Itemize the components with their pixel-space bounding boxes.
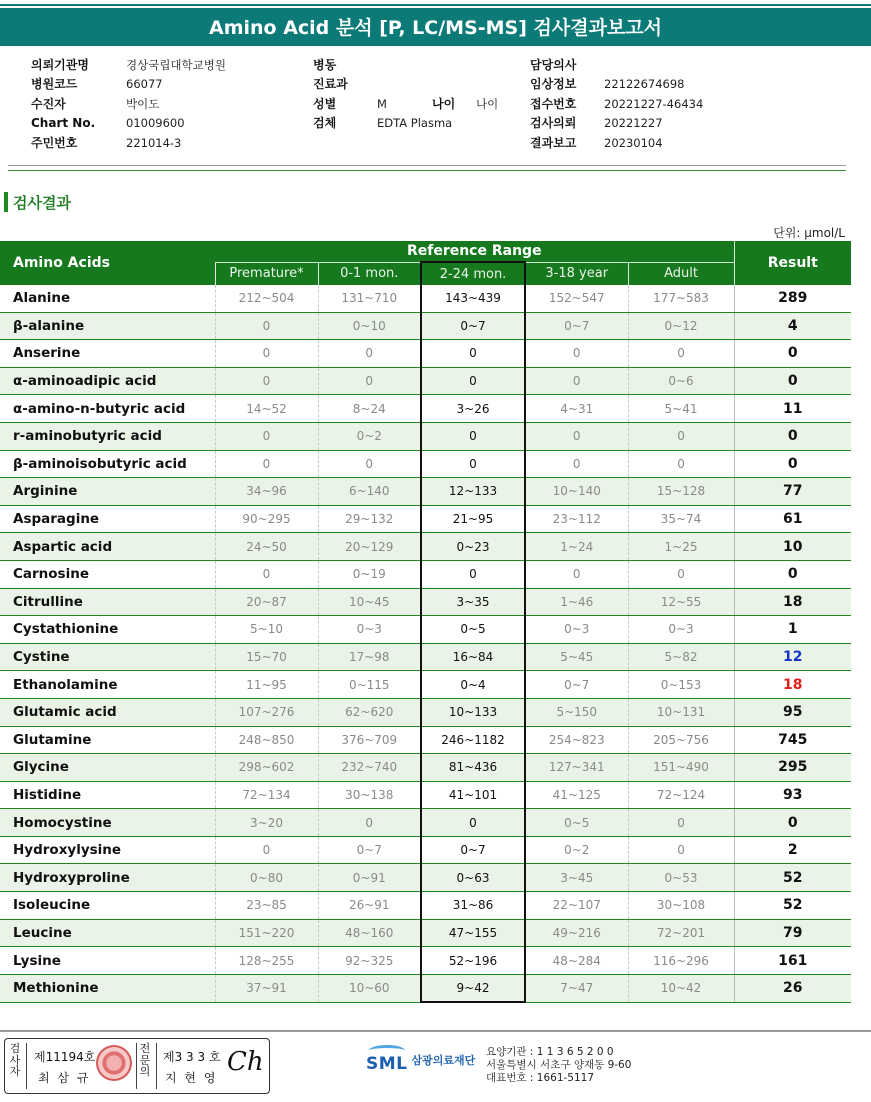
table-row <box>0 974 851 1002</box>
result-value: 2 <box>734 836 851 864</box>
reference-range-cell: 0 <box>318 450 421 478</box>
reference-range-cell: 0 <box>215 367 318 395</box>
reference-range-cell: 8~24 <box>318 395 421 423</box>
table-row <box>0 726 851 754</box>
reference-range-cell: 212~504 <box>215 285 318 312</box>
divider <box>8 165 846 166</box>
reference-range-cell: 0 <box>318 809 421 837</box>
amino-acid-name: r-aminobutyric acid <box>0 422 215 450</box>
info-value: 경상국립대학교병원 <box>126 58 226 72</box>
reference-range-cell: 30~138 <box>318 781 421 809</box>
reference-range-cell: 143~439 <box>421 285 525 312</box>
reference-range-cell: 0 <box>215 836 318 864</box>
reference-range-cell: 49~216 <box>525 919 628 947</box>
reference-range-cell: 0 <box>421 560 525 588</box>
amino-acid-name: Aspartic acid <box>0 533 215 561</box>
reference-range-cell: 0 <box>215 422 318 450</box>
reference-range-cell: 127~341 <box>525 754 628 782</box>
info-value: 20221227-46434 <box>604 96 704 111</box>
reference-range-cell: 0~3 <box>628 616 734 644</box>
reference-range-cell: 3~20 <box>215 809 318 837</box>
table-row <box>0 836 851 864</box>
table-row <box>0 312 851 340</box>
subheader-age-group: Premature* <box>215 262 318 285</box>
reference-range-cell: 10~133 <box>421 698 525 726</box>
reference-range-cell: 3~45 <box>525 864 628 892</box>
reference-range-cell: 48~284 <box>525 947 628 975</box>
reference-range-cell: 20~129 <box>318 533 421 561</box>
reference-range-cell: 177~583 <box>628 285 734 312</box>
reference-range-cell: 0 <box>628 560 734 588</box>
unit-label: 단위: μmol/L <box>773 226 845 240</box>
results-table <box>0 241 851 1003</box>
reference-range-cell: 0~7 <box>421 836 525 864</box>
reference-range-cell: 0~5 <box>421 616 525 644</box>
info-value: 20221227 <box>604 116 663 131</box>
info-value: 221014-3 <box>126 135 182 150</box>
reference-range-cell: 0 <box>421 450 525 478</box>
reference-range-cell: 15~128 <box>628 478 734 506</box>
reference-range-cell: 116~296 <box>628 947 734 975</box>
info-label: 결과보고 <box>530 135 577 150</box>
reference-range-cell: 246~1182 <box>421 726 525 754</box>
header-reference-range: Reference Range <box>215 241 734 262</box>
reference-range-cell: 0 <box>628 450 734 478</box>
amino-acid-name: Carnosine <box>0 560 215 588</box>
reference-range-cell: 20~87 <box>215 588 318 616</box>
specimen-label: 검체 <box>313 116 337 131</box>
result-value: 0 <box>734 340 851 368</box>
reference-range-cell: 0~7 <box>318 836 421 864</box>
reference-range-cell: 0 <box>628 836 734 864</box>
reference-range-cell: 0~53 <box>628 864 734 892</box>
reference-range-cell: 151~490 <box>628 754 734 782</box>
result-value: 289 <box>734 285 851 312</box>
address-line: 대표번호 : 1661-5117 <box>486 1072 595 1084</box>
result-value: 18 <box>734 671 851 699</box>
amino-acid-name: β-alanine <box>0 312 215 340</box>
specimen-value: EDTA Plasma <box>377 116 453 131</box>
result-value: 0 <box>734 809 851 837</box>
result-value: 0 <box>734 560 851 588</box>
reference-range-cell: 0 <box>318 367 421 395</box>
reference-range-cell: 90~295 <box>215 505 318 533</box>
separator <box>26 1043 27 1089</box>
result-value: 79 <box>734 919 851 947</box>
amino-acid-name: Hydroxylysine <box>0 836 215 864</box>
logo-mark: SML <box>366 1045 408 1074</box>
info-value: 20230104 <box>604 135 663 150</box>
reference-range-cell: 0~19 <box>318 560 421 588</box>
reference-range-cell: 23~85 <box>215 892 318 920</box>
separator <box>156 1043 157 1089</box>
official-seal <box>96 1045 132 1081</box>
reference-range-cell: 5~45 <box>525 643 628 671</box>
reference-range-cell: 0 <box>525 422 628 450</box>
info-row <box>530 95 703 114</box>
reference-range-cell: 0~2 <box>525 836 628 864</box>
reference-range-cell: 128~255 <box>215 947 318 975</box>
table-row <box>0 450 851 478</box>
amino-acid-name: Glutamic acid <box>0 698 215 726</box>
result-value: 52 <box>734 892 851 920</box>
reference-range-cell: 41~125 <box>525 781 628 809</box>
amino-acid-name: Methionine <box>0 974 215 1002</box>
reference-range-cell: 30~108 <box>628 892 734 920</box>
table-row <box>0 892 851 920</box>
info-row <box>530 75 703 94</box>
table-row <box>0 588 851 616</box>
info-label: 주민번호 <box>31 135 78 150</box>
reference-range-cell: 81~436 <box>421 754 525 782</box>
amino-acid-name: Cystine <box>0 643 215 671</box>
subheader-age-group: 2-24 mon. <box>421 262 525 285</box>
reference-range-cell: 26~91 <box>318 892 421 920</box>
reference-range-cell: 22~107 <box>525 892 628 920</box>
reference-range-cell: 10~42 <box>628 974 734 1002</box>
table-row <box>0 781 851 809</box>
info-row <box>530 56 703 75</box>
info-value: 66077 <box>126 77 163 92</box>
reference-range-cell: 72~134 <box>215 781 318 809</box>
amino-acid-name: Lysine <box>0 947 215 975</box>
reference-range-cell: 3~26 <box>421 395 525 423</box>
reference-range-cell: 92~325 <box>318 947 421 975</box>
info-value: 박이도 <box>126 96 160 111</box>
inspector-label: 검 사 자 <box>9 1042 21 1078</box>
reference-range-cell: 24~50 <box>215 533 318 561</box>
reference-range-cell: 12~133 <box>421 478 525 506</box>
reference-range-cell: 9~42 <box>421 974 525 1002</box>
table-row <box>0 643 851 671</box>
reference-range-cell: 37~91 <box>215 974 318 1002</box>
info-label: 임상정보 <box>530 77 577 92</box>
signature-box <box>4 1038 270 1094</box>
reference-range-cell: 1~25 <box>628 533 734 561</box>
reference-range-cell: 0 <box>215 560 318 588</box>
patient-info-col1 <box>31 56 226 153</box>
subheader-age-group: 0-1 mon. <box>318 262 421 285</box>
result-value: 26 <box>734 974 851 1002</box>
reference-range-cell: 0~7 <box>421 312 525 340</box>
info-value: 01009600 <box>126 116 185 131</box>
amino-acid-name: Asparagine <box>0 505 215 533</box>
section-title: 검사결과 <box>13 193 71 212</box>
amino-acid-name: Homocystine <box>0 809 215 837</box>
patient-info-col3 <box>530 56 703 153</box>
result-value: 61 <box>734 505 851 533</box>
reference-range-cell: 0 <box>525 340 628 368</box>
result-value: 161 <box>734 947 851 975</box>
reference-range-cell: 48~160 <box>318 919 421 947</box>
reference-range-cell: 10~45 <box>318 588 421 616</box>
reference-range-cell: 0 <box>628 809 734 837</box>
reference-range-cell: 0~12 <box>628 312 734 340</box>
info-row <box>31 75 226 94</box>
info-row <box>31 95 226 114</box>
reference-range-cell: 0 <box>525 367 628 395</box>
reference-range-cell: 0 <box>525 450 628 478</box>
table-row <box>0 340 851 368</box>
table-row <box>0 505 851 533</box>
reference-range-cell: 29~132 <box>318 505 421 533</box>
info-label: 검사의뢰 <box>530 116 577 131</box>
amino-acid-name: Leucine <box>0 919 215 947</box>
reference-range-cell: 0~10 <box>318 312 421 340</box>
sml-logo <box>366 1045 475 1074</box>
amino-acid-name: Isoleucine <box>0 892 215 920</box>
address-line: 요양기관 : 1 1 3 6 5 2 0 0 <box>486 1046 614 1058</box>
info-label: Chart No. <box>31 116 96 131</box>
reference-range-cell: 12~55 <box>628 588 734 616</box>
table-row <box>0 395 851 423</box>
reference-range-cell: 14~52 <box>215 395 318 423</box>
amino-acid-name: Cystathionine <box>0 616 215 644</box>
reference-range-cell: 5~10 <box>215 616 318 644</box>
address-block <box>486 1046 631 1085</box>
result-value: 745 <box>734 726 851 754</box>
reference-range-cell: 0~4 <box>421 671 525 699</box>
reference-range-cell: 0 <box>215 450 318 478</box>
result-value: 1 <box>734 616 851 644</box>
table-row <box>0 616 851 644</box>
result-value: 95 <box>734 698 851 726</box>
reference-range-cell: 6~140 <box>318 478 421 506</box>
info-label: 수진자 <box>31 96 66 111</box>
info-label: 의뢰기관명 <box>31 58 89 72</box>
reference-range-cell: 16~84 <box>421 643 525 671</box>
result-value: 12 <box>734 643 851 671</box>
table-row <box>0 864 851 892</box>
reference-range-cell: 205~756 <box>628 726 734 754</box>
reference-range-cell: 1~24 <box>525 533 628 561</box>
reference-range-cell: 0~3 <box>318 616 421 644</box>
address-line: 서울특별시 서초구 양재동 9-60 <box>486 1059 632 1071</box>
result-value: 295 <box>734 754 851 782</box>
info-label: 접수번호 <box>530 96 577 111</box>
patient-info-col2 <box>313 56 498 134</box>
reference-range-cell: 0 <box>525 560 628 588</box>
table-row <box>0 947 851 975</box>
reference-range-cell: 0~23 <box>421 533 525 561</box>
reference-range-cell: 0~153 <box>628 671 734 699</box>
reference-range-cell: 0~91 <box>318 864 421 892</box>
reference-range-cell: 21~95 <box>421 505 525 533</box>
table-row <box>0 698 851 726</box>
amino-acid-name: α-aminoadipic acid <box>0 367 215 395</box>
org-name: 삼광의료재단 <box>411 1053 476 1067</box>
amino-acid-name: Anserine <box>0 340 215 368</box>
reference-range-cell: 23~112 <box>525 505 628 533</box>
result-value: 0 <box>734 367 851 395</box>
amino-acid-name: Glutamine <box>0 726 215 754</box>
amino-acid-name: Citrulline <box>0 588 215 616</box>
amino-acid-name: β-aminoisobutyric acid <box>0 450 215 478</box>
header-result: Result <box>734 241 851 285</box>
table-row <box>0 478 851 506</box>
table-row <box>0 285 851 312</box>
reference-range-cell: 7~47 <box>525 974 628 1002</box>
reference-range-cell: 0~2 <box>318 422 421 450</box>
reference-range-cell: 232~740 <box>318 754 421 782</box>
inspector-number: 제11194호 <box>34 1050 96 1064</box>
amino-acid-name: Histidine <box>0 781 215 809</box>
reference-range-cell: 254~823 <box>525 726 628 754</box>
section-header <box>4 192 71 212</box>
info-row <box>31 134 226 153</box>
reference-range-cell: 17~98 <box>318 643 421 671</box>
confirm-name: 지 현 영 <box>165 1071 218 1085</box>
age-label: 나이 <box>432 96 456 111</box>
reference-range-cell: 0~5 <box>525 809 628 837</box>
table-row <box>0 422 851 450</box>
reference-range-cell: 5~41 <box>628 395 734 423</box>
divider <box>8 170 846 171</box>
reference-range-cell: 0~7 <box>525 671 628 699</box>
reference-range-cell: 298~602 <box>215 754 318 782</box>
reference-range-cell: 0 <box>215 312 318 340</box>
reference-range-cell: 107~276 <box>215 698 318 726</box>
reference-range-cell: 0 <box>421 422 525 450</box>
reference-range-cell: 152~547 <box>525 285 628 312</box>
info-row <box>31 56 226 75</box>
info-row <box>31 114 226 133</box>
result-value: 0 <box>734 422 851 450</box>
subheader-age-group: 3-18 year <box>525 262 628 285</box>
signature: Ch <box>227 1047 264 1077</box>
reference-range-cell: 0~7 <box>525 312 628 340</box>
reference-range-cell: 47~155 <box>421 919 525 947</box>
result-value: 11 <box>734 395 851 423</box>
reference-range-cell: 0~80 <box>215 864 318 892</box>
result-value: 0 <box>734 450 851 478</box>
reference-range-cell: 1~46 <box>525 588 628 616</box>
reference-range-cell: 248~850 <box>215 726 318 754</box>
reference-range-cell: 35~74 <box>628 505 734 533</box>
subheader-age-group: Adult <box>628 262 734 285</box>
footer-divider <box>0 1030 871 1032</box>
reference-range-cell: 11~95 <box>215 671 318 699</box>
info-label: 담당의사 <box>530 58 577 72</box>
reference-range-cell: 10~131 <box>628 698 734 726</box>
reference-range-cell: 0 <box>318 340 421 368</box>
section-marker <box>4 192 8 212</box>
reference-range-cell: 151~220 <box>215 919 318 947</box>
reference-range-cell: 62~620 <box>318 698 421 726</box>
info-row <box>530 114 703 133</box>
table-row <box>0 533 851 561</box>
table-row <box>0 671 851 699</box>
inspector-name: 최 삼 규 <box>38 1071 91 1085</box>
reference-range-cell: 0 <box>421 809 525 837</box>
table-row <box>0 754 851 782</box>
reference-range-cell: 0 <box>215 340 318 368</box>
reference-range-cell: 5~150 <box>525 698 628 726</box>
table-row <box>0 809 851 837</box>
amino-acid-name: Alanine <box>0 285 215 312</box>
reference-range-cell: 0~63 <box>421 864 525 892</box>
confirm-label: 전 문 의 <box>139 1042 151 1078</box>
result-value: 10 <box>734 533 851 561</box>
reference-range-cell: 31~86 <box>421 892 525 920</box>
reference-range-cell: 10~140 <box>525 478 628 506</box>
reference-range-cell: 0~6 <box>628 367 734 395</box>
dept-label: 진료과 <box>313 77 348 92</box>
amino-acid-name: Arginine <box>0 478 215 506</box>
reference-range-cell: 72~124 <box>628 781 734 809</box>
table-row <box>0 919 851 947</box>
reference-range-cell: 0 <box>628 340 734 368</box>
result-value: 18 <box>734 588 851 616</box>
report-title: Amino Acid 분석 [P, LC/MS-MS] 검사결과보고서 <box>0 8 871 46</box>
sex-label: 성별 <box>313 96 337 111</box>
reference-range-cell: 15~70 <box>215 643 318 671</box>
reference-range-cell: 3~35 <box>421 588 525 616</box>
reference-range-cell: 0 <box>421 367 525 395</box>
reference-range-cell: 0~3 <box>525 616 628 644</box>
reference-range-cell: 72~201 <box>628 919 734 947</box>
amino-acid-name: Hydroxyproline <box>0 864 215 892</box>
info-label: 병원코드 <box>31 77 78 92</box>
ward-label: 병동 <box>313 58 337 72</box>
reference-range-cell: 376~709 <box>318 726 421 754</box>
sex-value: M <box>377 96 387 111</box>
reference-range-cell: 41~101 <box>421 781 525 809</box>
amino-acid-name: α-amino-n-butyric acid <box>0 395 215 423</box>
reference-range-cell: 5~82 <box>628 643 734 671</box>
reference-range-cell: 34~96 <box>215 478 318 506</box>
confirm-number: 제3 3 3 호 <box>163 1050 221 1064</box>
table-row <box>0 560 851 588</box>
info-row <box>530 134 703 153</box>
age-value: 나이 <box>476 96 499 111</box>
reference-range-cell: 10~60 <box>318 974 421 1002</box>
amino-acid-name: Ethanolamine <box>0 671 215 699</box>
info-value: 22122674698 <box>604 77 685 92</box>
reference-range-cell: 4~31 <box>525 395 628 423</box>
result-value: 93 <box>734 781 851 809</box>
reference-range-cell: 0 <box>421 340 525 368</box>
separator <box>136 1043 137 1089</box>
reference-range-cell: 131~710 <box>318 285 421 312</box>
result-value: 77 <box>734 478 851 506</box>
result-value: 4 <box>734 312 851 340</box>
amino-acid-name: Glycine <box>0 754 215 782</box>
result-value: 52 <box>734 864 851 892</box>
reference-range-cell: 0~115 <box>318 671 421 699</box>
reference-range-cell: 52~196 <box>421 947 525 975</box>
table-row <box>0 367 851 395</box>
header-amino-acids: Amino Acids <box>0 241 215 285</box>
reference-range-cell: 0 <box>628 422 734 450</box>
